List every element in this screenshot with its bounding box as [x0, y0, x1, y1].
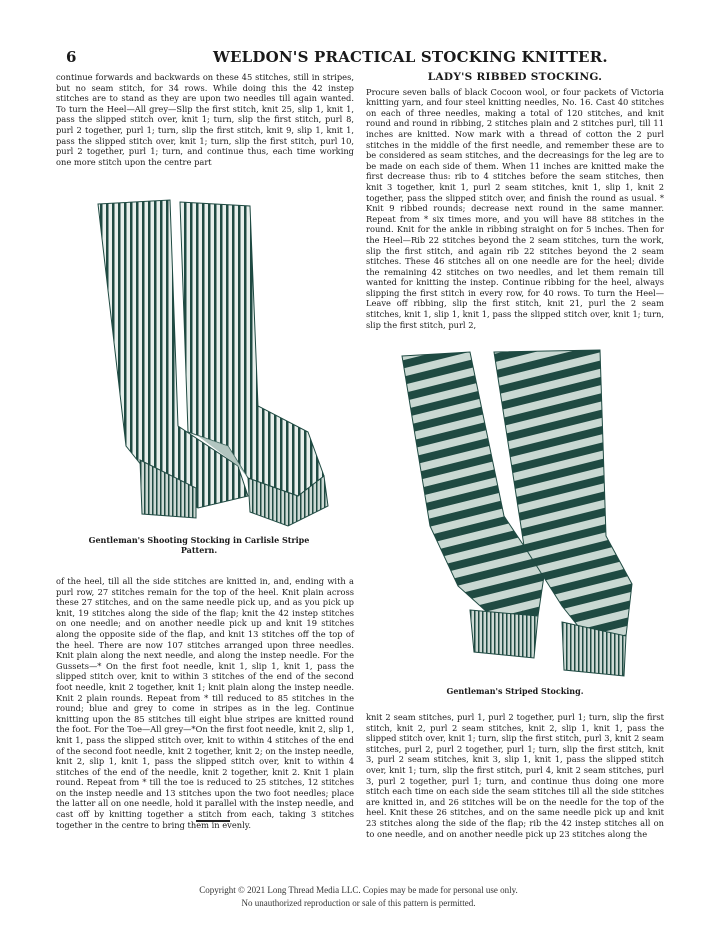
- striped-stocking-illustration: [394, 346, 644, 682]
- right-column-top: [366, 72, 664, 330]
- body-text: Procure seven balls of black Cocoon wool, or four packets of Victoria knitting yarn, and four steel knitting needles, No. 16. Cast 40 stitches on each of three needles, making a total of 120 stitches, and knit round and round in ribbing, 2 stitches plain and 2 stitches purl, till 11 inches are knitted. Now mark with a thread of cotton the 2 purl stitches in the middle of the first needle, and remember these are to be considered as seam stitches, and the decreasings for the leg are to be made on each side of them. When 11 inches are knitted make the first decrease thus: rib to 4 stitches before the seam stitches, then knit 3 together, knit 1, purl 2 seam stitches, knit 1, slip 1, knit 2 together, pass the slipped stitch over, and finish the round as usual. * Knit 9 ribbed rounds; decrease next round in the same manner. Repeat from * six times more, and you will have 88 stitches in the round. Knit for the ankle in ribbing straight on for 5 inches. Then for the Heel—Rib 22 stitches beyond the 2 seam stitches, turn the work, slip the first stitch, and again rib 22 stitches beyond the 2 seam stitches. These 46 stitches all on one needle are for the heel; divide the remaining 42 stitches on two needles, and let them remain till wanted for knitting the instep. Continue ribbing for the heel, always slipping the first stitch in every row, for 40 rows. To turn the Heel—Leave off ribbing, slip the first stitch, knit 21, purl the 2 seam stitches, knit 1, slip 1, knit 1, pass the slipped stitch over, knit 1; turn, slip the first stitch, purl 2,: [366, 86, 664, 330]
- reproduction-notice: No unauthorized reproduction or sale of this pattern is permitted.: [241, 898, 476, 908]
- left-column-bottom: [56, 576, 354, 830]
- running-title: WELDON'S PRACTICAL STOCKING KNITTER.: [213, 48, 608, 66]
- section-title: LADY'S RIBBED STOCKING.: [427, 71, 603, 83]
- striped-stocking-caption: Gentleman's Striped Stocking.: [446, 686, 584, 696]
- body-text: of the heel, till all the side stitches are knitted in, and, ending with a purl row, 27 stitches remain for the top of the heel. Knit plain across these 27 stitches, and on the same needle pick up, and as you pick up knit, 19 stitches along the side of the flap; knit the 42 instep stitches on one needle; and on another needle pick up and knit 19 stitches along the opposite side of the flap, and knit 13 stitches off the top of the heel. There are now 107 stitches arranged upon three needles. Knit plain along the next needle, and along the instep needle. For the Gussets—* On the first foot needle, knit 1, slip 1, knit 1, pass the slipped stitch over, knit to within 3 stitches of the end of the second foot needle, knit 2 together, knit 1; knit plain along the instep needle. Knit 2 plain rounds. Repeat from * till reduced to 85 stitches in the round; blue and grey to come in stripes as in the leg. Continue knitting upon the 85 stitches till eight blue stripes are knitted round the foot. For the Toe—All grey—*On the first foot needle, knit 2, slip 1, knit 1, pass the slipped stitch over, knit to within 4 stitches of the end of the second foot needle, knit 2 together, knit 2; on the instep needle, knit 2, slip 1, knit 1, pass the slipped stitch over, knit to within 4 stitches of the end of the needle, knit 2 together, knit 2. Knit 1 plain round. Repeat from * till the toe is reduced to 25 stitches, 12 stitches on the instep needle and 13 stitches upon the two foot needles; place the latter all on one needle, hold it parallel with the instep needle, and cast off by knitting together a stitch from each, taking 3 stitches together in the centre to bring them in evenly.: [56, 576, 354, 830]
- page-number: 6: [66, 48, 77, 66]
- left-column-top: [56, 72, 354, 167]
- copyright-line: Copyright © 2021 Long Thread Media LLC. Copies may be made for personal use only.: [199, 885, 518, 895]
- body-text: knit 2 seam stitches, purl 1, purl 2 together, purl 1; turn, slip the first stitch, knit 2, purl 2 seam stitches, knit 2, slip 1, knit 1, pass the slipped stitch over, knit 1; turn, slip the first stitch, purl 3, knit 2 seam stitches, purl 2, purl 2 together, purl 1; turn, slip the first stitch, knit 3, purl 2 seam stitches, knit 3, slip 1, knit 1, pass the slipped stitch over, knit 1; turn, slip the first stitch, purl 4, knit 2 seam stitches, purl 3, purl 2 together, purl 1; turn, and continue thus doing one more stitch each time on each side the seam stitches till all the side stitches are knitted in, and 26 stitches will be on the needle for the top of the heel. Knit these 26 stitches, and on the same needle pick up and knit 23 stitches along the side of the flap; rib the 42 instep stitches all on to one needle, and on another needle pick up 23 stitches along the: [366, 712, 664, 839]
- shooting-stocking-illustration: [88, 196, 338, 530]
- right-column-bottom: [366, 712, 664, 839]
- shooting-stocking-caption: Gentleman's Shooting Stocking in Carlisle Stripe Pattern.: [88, 535, 310, 555]
- body-text: continue forwards and backwards on these 45 stitches, still in stripes, but no seam stitch, for 34 rows. While doing this the 42 instep stitches are to stand as they are upon two needles till again wanted. To turn the Heel—All grey—Slip the first stitch, knit 25, slip 1, knit 1, pass the slipped stitch over, knit 1; turn, slip the first stitch, purl 8, purl 2 together, purl 1; turn, slip the first stitch, knit 9, slip 1, knit 1, pass the slipped stitch over, knit 1; turn, slip the first stitch, purl 10, purl 2 together, purl 1; turn, and continue thus, each time working one more stitch upon the centre part: [56, 72, 354, 167]
- section-divider: [196, 820, 230, 822]
